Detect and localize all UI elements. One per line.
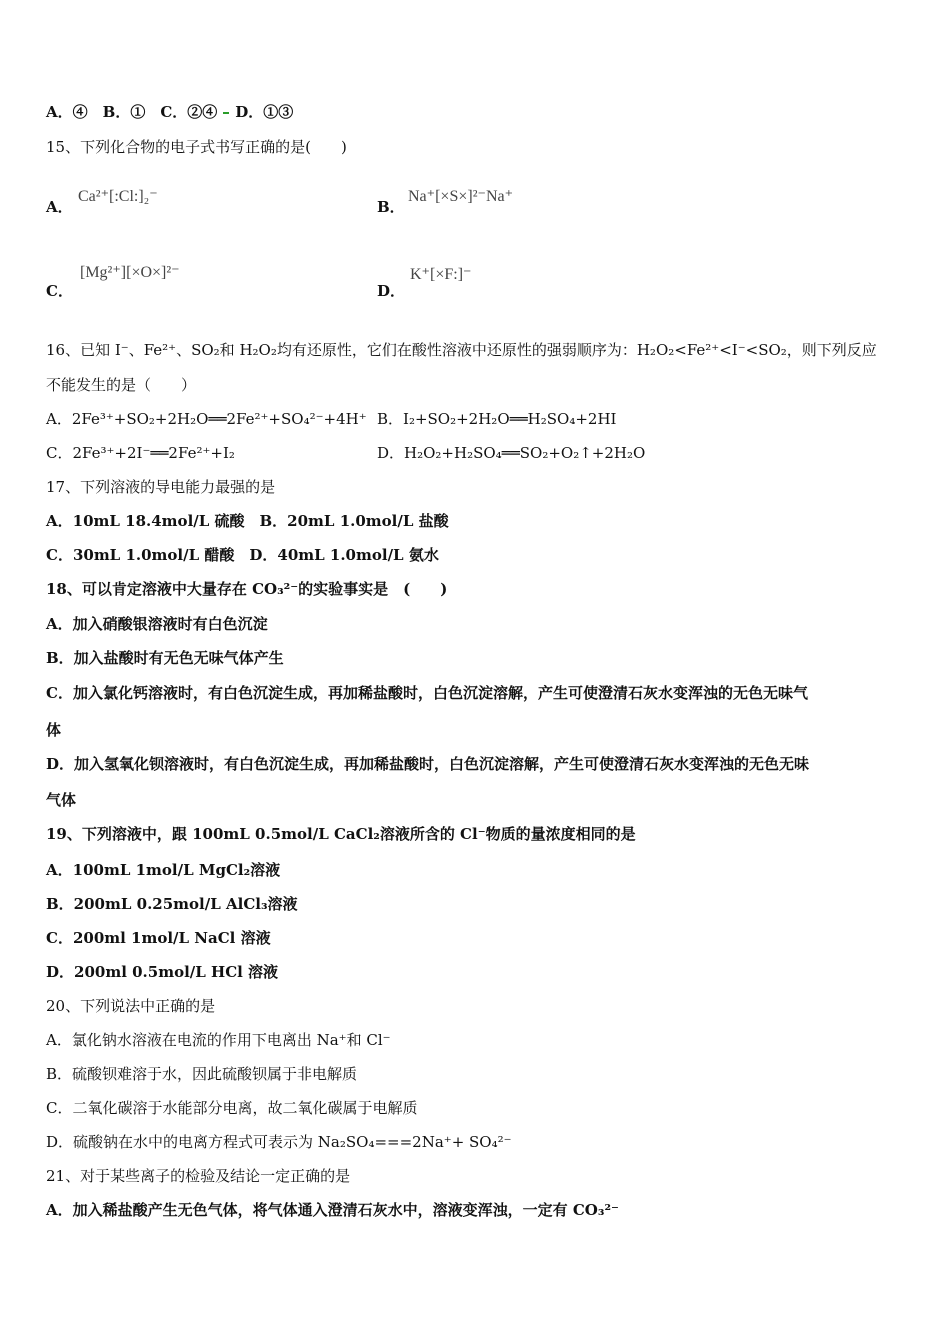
q16-stem-line2: 不能发生的是（ ） <box>46 376 197 394</box>
q14-option-d: D．①③ <box>235 103 294 121</box>
q15-a-formula: Ca²⁺[:Cl:]₂⁻ <box>78 188 158 205</box>
q15-b-formula: Na⁺[×S×]²⁻Na⁺ <box>408 188 514 205</box>
q18-option-b: B．加入盐酸时有无色无味气体产生 <box>46 649 284 667</box>
q20-option-b: B．硫酸钡难溶于水，因此硫酸钡属于非电解质 <box>46 1065 358 1083</box>
q17-options-ab: A．10mL 18.4mol/L 硫酸 B．20mL 1.0mol/L 盐酸 <box>46 512 449 530</box>
q20-option-d: D．硫酸钠在水中的电离方程式可表示为 Na₂SO₄===2Na⁺+ SO₄²⁻ <box>46 1133 512 1151</box>
q16-stem-line1: 16、已知 I⁻、Fe²⁺、SO₂和 H₂O₂均有还原性，它们在酸性溶液中还原性的强弱顺序为：H₂O₂<Fe²⁺<I⁻<SO₂，则下列反应 <box>46 341 877 359</box>
q20-option-c: C．二氧化碳溶于水能部分电离，故二氧化碳属于电解质 <box>46 1099 418 1117</box>
q16-option-d: D．H₂O₂+H₂SO₄══SO₂+O₂↑+2H₂O <box>377 444 646 462</box>
q18-stem: 18、可以肯定溶液中大量存在 CO₃²⁻的实验事实是 ( ) <box>46 580 448 598</box>
q21-option-a: A．加入稀盐酸产生无色气体，将气体通入澄清石灰水中，溶液变浑浊，一定有 CO₃²⁻ <box>46 1201 619 1219</box>
green-mark <box>223 112 229 114</box>
q19-stem: 19、下列溶液中，跟 100mL 0.5mol/L CaCl₂溶液所含的 Cl⁻物质的量浓度相同的是 <box>46 825 636 843</box>
q20-option-a: A．氯化钠水溶液在电流的作用下电离出 Na⁺和 Cl⁻ <box>46 1031 391 1049</box>
q14-options-abc: A．④ B．① C．②④ <box>46 103 218 121</box>
q15-a-label: A． <box>46 198 73 216</box>
q16-option-a: A．2Fe³⁺+SO₂+2H₂O══2Fe²⁺+SO₄²⁻+4H⁺ <box>46 410 367 428</box>
q19-option-b: B．200mL 0.25mol/L AlCl₃溶液 <box>46 895 298 913</box>
q15-c-label: C． <box>46 282 73 300</box>
q19-option-c: C．200ml 1mol/L NaCl 溶液 <box>46 929 271 947</box>
q15-d-label: D． <box>377 282 406 300</box>
q18-option-d-line2: 气体 <box>46 791 77 809</box>
q18-option-c-line1: C．加入氯化钙溶液时，有白色沉淀生成，再加稀盐酸时，白色沉淀溶解，产生可使澄清石灰水变浑浊的无色无味气 <box>46 684 808 702</box>
q17-stem: 17、下列溶液的导电能力最强的是 <box>46 478 276 496</box>
q18-option-d-line1: D．加入氢氧化钡溶液时，有白色沉淀生成，再加稀盐酸时，白色沉淀溶解，产生可使澄清石灰水变浑浊的无色无味 <box>46 755 810 773</box>
q19-option-a: A．100mL 1mol/L MgCl₂溶液 <box>46 861 281 879</box>
q18-option-a: A．加入硝酸银溶液时有白色沉淀 <box>46 615 268 633</box>
q15-c-formula: [Mg²⁺][×O×]²⁻ <box>80 264 180 281</box>
q15-stem: 15、下列化合物的电子式书写正确的是( ) <box>46 138 347 156</box>
q16-option-b: B．I₂+SO₂+2H₂O══H₂SO₄+2HI <box>377 410 617 428</box>
q21-stem: 21、对于某些离子的检验及结论一定正确的是 <box>46 1167 351 1185</box>
q18-option-c-line2: 体 <box>46 721 62 739</box>
q17-options-cd: C．30mL 1.0mol/L 醋酸 D．40mL 1.0mol/L 氨水 <box>46 546 439 564</box>
q14-options <box>46 102 293 122</box>
q15-d-formula: K⁺[×F:]⁻ <box>410 266 472 283</box>
q15-b-label: B． <box>377 198 405 216</box>
q20-stem: 20、下列说法中正确的是 <box>46 997 216 1015</box>
q16-option-c: C．2Fe³⁺+2I⁻══2Fe²⁺+I₂ <box>46 444 235 462</box>
q19-option-d: D．200ml 0.5mol/L HCl 溶液 <box>46 963 279 981</box>
